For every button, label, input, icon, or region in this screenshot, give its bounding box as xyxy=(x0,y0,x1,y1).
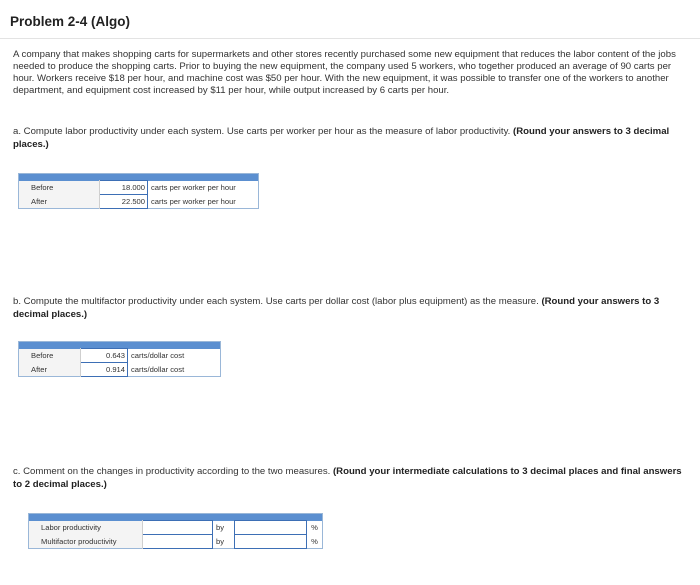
labor-before-input[interactable]: 18.000 xyxy=(100,181,148,195)
labor-change-select[interactable] xyxy=(143,521,213,535)
part-b-rounding-note: (Round your answers to 3 decimal places.) xyxy=(13,296,660,320)
multifactor-change-percent-input[interactable] xyxy=(235,535,307,549)
row-label-labor-productivity: Labor productivity xyxy=(29,521,143,535)
productivity-change-table xyxy=(28,513,323,549)
row-label-before: Before xyxy=(19,181,100,195)
multifactor-after-input[interactable]: 0.914 xyxy=(81,363,128,377)
unit-label: carts per worker per hour xyxy=(148,195,259,209)
problem-description: A company that makes shopping carts for supermarkets and other stores recently purchased some new equipment that reduces the labor content of the jobs needed to produce the shopping carts. Prior to buying the new equipment, the company used 5 workers, who together produced an average of 90 carts per hour. Workers receive $18 per hour, and machine cost was $50 per hour. With the new equipment, it was possible to transfer one of the workers to another department, and equipment cost increased by $11 per hour, while output increased by 6 carts per hour. xyxy=(13,49,676,96)
row-label-after: After xyxy=(19,195,100,209)
unit-label: carts/dollar cost xyxy=(128,363,221,377)
part-c-question xyxy=(13,466,685,491)
problem-title: Problem 2-4 (Algo) xyxy=(10,14,131,29)
unit-label: carts per worker per hour xyxy=(148,181,259,195)
title-divider xyxy=(0,38,700,39)
table-row xyxy=(19,195,259,209)
table-header-bar xyxy=(19,174,259,181)
labor-productivity-table xyxy=(18,173,259,209)
table-row xyxy=(19,181,259,195)
table-header-bar xyxy=(29,514,323,521)
part-c-rounding-note: (Round your intermediate calculations to 3 decimal places and final answers to 2 decimal places.) xyxy=(13,466,682,490)
row-label-after: After xyxy=(19,363,81,377)
part-a-rounding-note: (Round your answers to 3 decimal places.) xyxy=(13,126,670,150)
table-row xyxy=(19,349,221,363)
multifactor-change-select[interactable] xyxy=(143,535,213,549)
part-a-question xyxy=(13,126,685,151)
table-row xyxy=(29,535,323,549)
table-row xyxy=(29,521,323,535)
multifactor-productivity-table xyxy=(18,341,221,377)
part-b-question xyxy=(13,296,685,321)
by-label: by xyxy=(213,535,235,549)
table-row xyxy=(19,363,221,377)
unit-label: carts/dollar cost xyxy=(128,349,221,363)
multifactor-before-input[interactable]: 0.643 xyxy=(81,349,128,363)
percent-sign: % xyxy=(307,535,323,549)
labor-after-input[interactable]: 22.500 xyxy=(100,195,148,209)
labor-change-percent-input[interactable] xyxy=(235,521,307,535)
row-label-multifactor-productivity: Multifactor productivity xyxy=(29,535,143,549)
by-label: by xyxy=(213,521,235,535)
part-c-prompt: c. Comment on the changes in productivity according to the two measures. xyxy=(13,466,331,477)
part-b-prompt: b. Compute the multifactor productivity under each system. Use carts per dollar cost (labor plus equipment) as the measure. xyxy=(13,296,539,307)
percent-sign: % xyxy=(307,521,323,535)
table-header-bar xyxy=(19,342,221,349)
part-a-prompt: a. Compute labor productivity under each system. Use carts per worker per hour as the measure of labor productivity. xyxy=(13,126,511,137)
row-label-before: Before xyxy=(19,349,81,363)
